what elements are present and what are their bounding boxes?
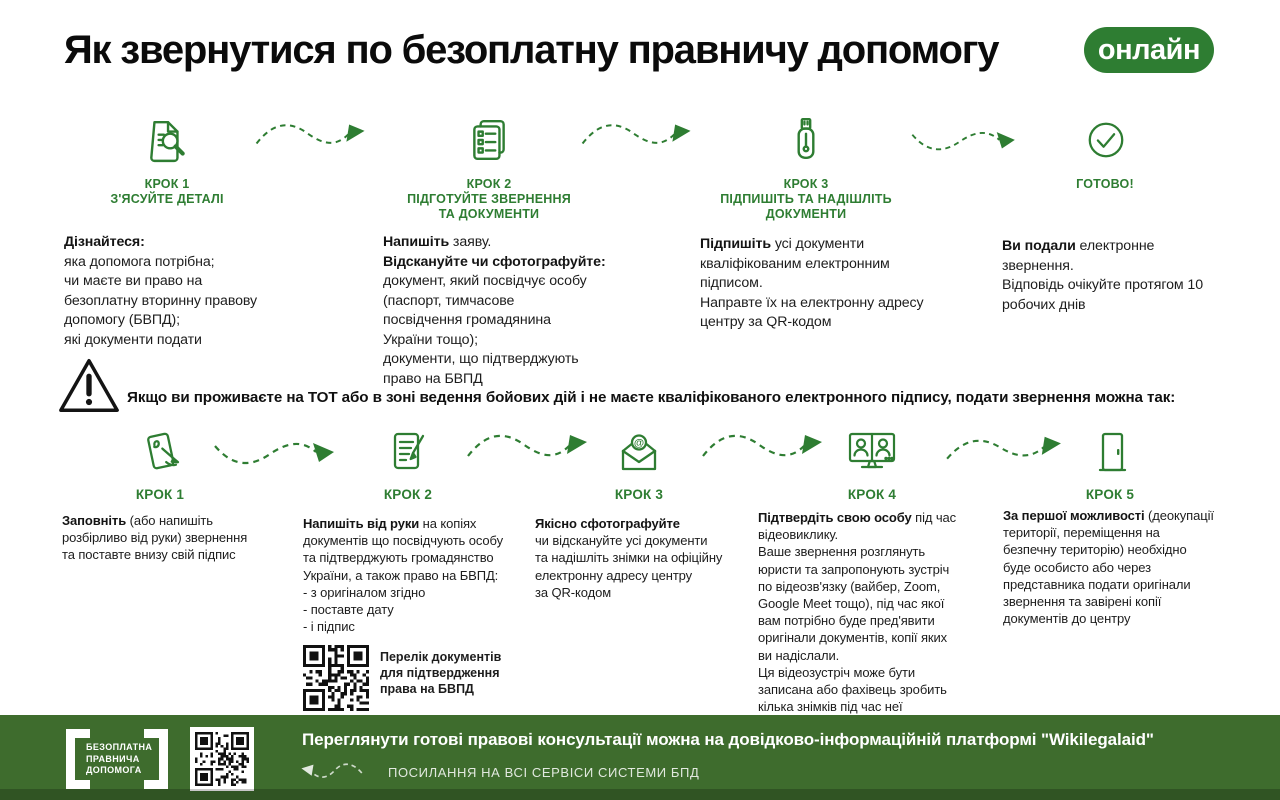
dashed-arrow-icon [932,430,1077,474]
dashed-arrow-icon [908,116,1020,162]
bottom-step1-body: Заповніть (або напишіть розбірливо від руки) звернення та поставте внизу свій підпис [62,513,248,563]
bottom-step4-caption: КРОК 4 [847,487,897,502]
top-step2-caption: КРОК 2 ПІДГОТУЙТЕ ЗВЕРНЕННЯ ТА ДОКУМЕНТИ [407,177,571,221]
top-step3-body: Підпишіть усі документи кваліфікованим електронним підписом. Направте їх на електронну адресу центру за QR-кодом [700,236,924,330]
usb-signature-icon [783,115,829,163]
footer-bottom-strip [0,789,1280,800]
dashed-arrow-icon [205,428,345,474]
online-badge: онлайн [1084,27,1214,73]
page-title: Як звернутися по безоплатну правничу допомогу [64,27,999,72]
footer-title: Переглянути готові правові консультації можна на довідково-інформаційній платформі "Wikilegalaid" [302,730,1154,749]
qr-code [195,732,249,786]
legal-aid-logo: БЕЗОПЛАТНА ПРАВНИЧА ДОПОМОГА [86,742,153,775]
logo-bracket-right-icon [144,729,168,789]
video-call-icon [845,428,899,476]
top-step2-body: Напишіть заяву. Відскануйте чи сфотографуйте: документ, який посвідчує особу (паспорт, тимчасове посвідчення громадянина України тощо); документи, що підтверджують право на БВПД [383,234,606,387]
bottom-step5-caption: КРОК 5 [1085,487,1135,502]
documents-icon [466,117,512,163]
bottom-step2-caption: КРОК 2 [383,487,433,502]
top-step1-body: Дізнайтеся: яка допомога потрібна; чи маєте ви право на безоплатну вторинну правову допомогу (БВПД); які документи подати [64,234,258,348]
header [64,24,1214,76]
done-caption: ГОТОВО! [1076,177,1134,191]
footer [0,715,1280,800]
tablet-signing-icon [138,428,184,476]
document-search-icon [144,118,190,164]
envelope-at-icon [614,429,664,475]
svg-text:@: @ [633,437,645,449]
door-icon [1092,428,1132,476]
dashed-arrow-icon [693,428,833,474]
qr-code [303,645,369,711]
qr-note: Перелік документів для підтвердження права на БВПД [380,650,502,696]
footer-qr-wrap [190,727,254,791]
bottom-step2-body: Напишіть від руки на копіях документів що посвідчують особу та підтверджують громадянство України, а також право на БВПД: - з оригіналом згідно - поставте дату - і підпис [303,516,503,635]
bottom-step5-body: За першої можливості (деокупації території, переміщення на безпечну територію) необхідно буде особисто або через представника подати оригінали звернення та завірені копії документів до центру [1003,508,1214,627]
dashed-arrow-icon [578,116,696,162]
top-step3-caption: КРОК 3 ПІДПИШІТЬ ТА НАДІШЛІТЬ ДОКУМЕНТИ [720,177,892,221]
footer-subtitle: ПОСИЛАННЯ НА ВСІ СЕРВІСИ СИСТЕМИ БПД [388,765,700,780]
dashed-arrow-left-icon [296,760,370,786]
bottom-step3-body: Якісно сфотографуйте чи відскануйте усі документи та надішліть знімки на офіційну електронну адресу центру за QR-кодом [535,516,723,600]
check-circle-icon [1085,119,1127,161]
dashed-arrow-icon [458,428,598,474]
bottom-step4-body: Підтвердіть свою особу під час відеовиклику. Ваше звернення розглянуть юристи та запропонують зустріч по відеозв'язку (вайбер, Zoom, Google Meet тощо), під час якої вам потрібно буде пред'явити оригінали документів, копії яких ви надіслали. Ця відеозустріч може бути записана або фахівець зробить кілька знімків під час неї [758,510,957,715]
warning-text: Якщо ви проживаєте на ТОТ або в зоні ведення бойових дій і не маєте кваліфікованого електронного підпису, подати звернення можна так: [127,389,1176,406]
top-step1-caption: КРОК 1 З'ЯСУЙТЕ ДЕТАЛІ [110,177,224,206]
done-body: Ви подали електронне звернення. Відповідь очікуйте протягом 10 робочих днів [1002,238,1204,313]
document-pen-icon [385,427,431,475]
dashed-arrow-icon [252,116,370,162]
bottom-step1-caption: КРОК 1 [135,487,185,502]
warning-triangle-icon [56,354,122,418]
bottom-step3-caption: КРОК 3 [614,487,664,502]
